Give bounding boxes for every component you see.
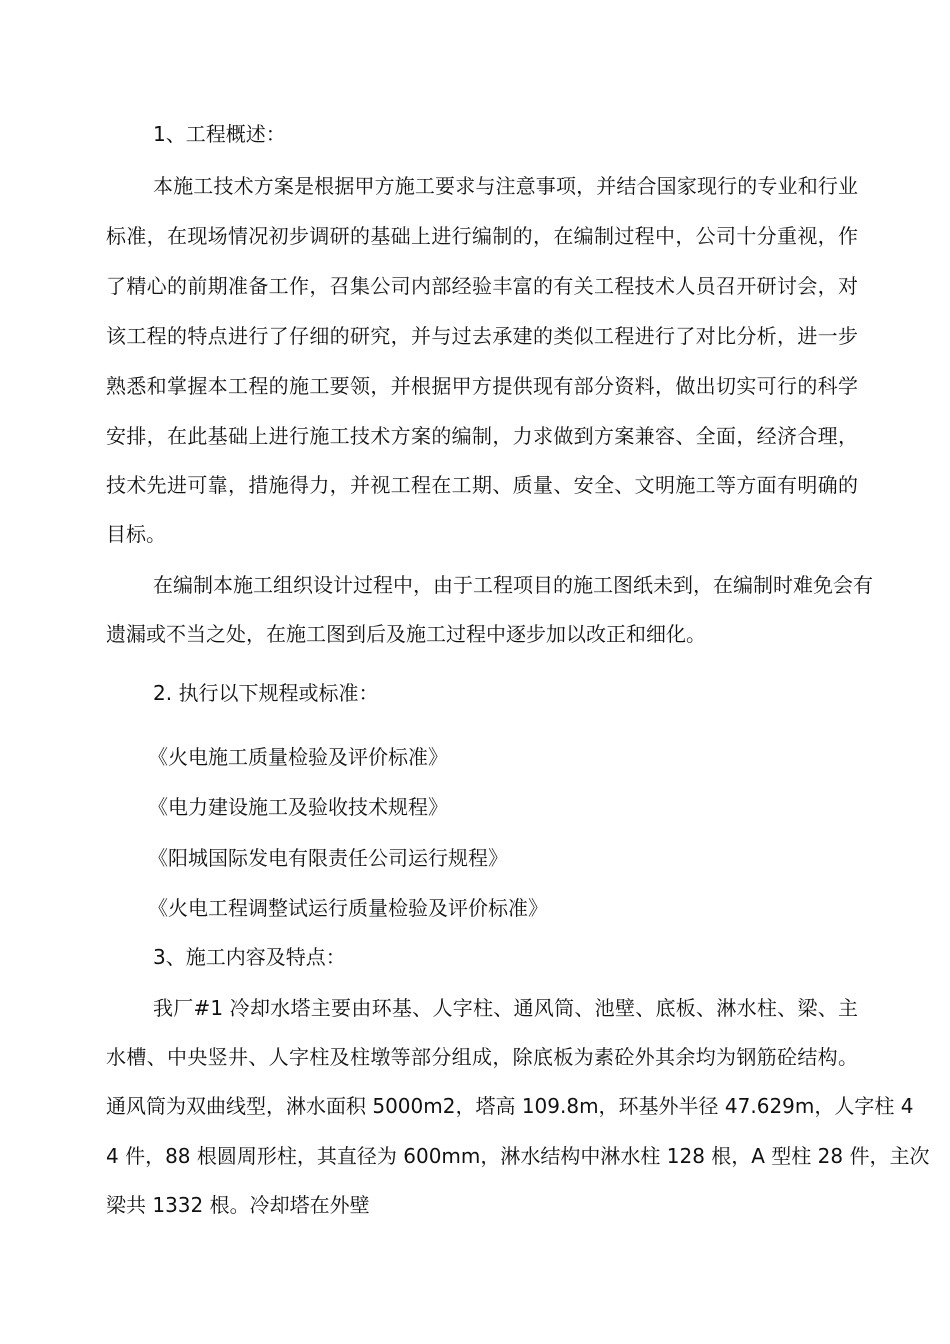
section-1-para-line-8: 目标。 [106,522,166,546]
section-1-para-line-7: 技术先进可靠，措施得力，并视工程在工期、质量、安全、文明施工等方面有明确的 [106,473,858,497]
section-1-para-line-4: 该工程的特点进行了仔细的研究，并与过去承建的类似工程进行了对比分析，进一步 [106,324,858,348]
section-3-para-line-3: 通风筒为双曲线型，淋水面积 5000m2，塔高 109.8m，环基外半径 47.629m，人字柱 4 [106,1094,914,1118]
standard-item-2: 《电力建设施工及验收技术规程》 [148,795,448,819]
section-3-para-line-5: 梁共 1332 根。冷却塔在外壁 [106,1193,370,1217]
section-3-para-line-1: 我厂#1 冷却水塔主要由环基、人字柱、通风筒、池壁、底板、淋水柱、梁、主 [153,996,858,1020]
section-1-para2-line-2: 遗漏或不当之处，在施工图到后及施工过程中逐步加以改正和细化。 [106,622,706,646]
standard-item-1: 《火电施工质量检验及评价标准》 [148,745,448,769]
section-1-para-line-1: 本施工技术方案是根据甲方施工要求与注意事项，并结合国家现行的专业和行业 [153,174,858,198]
standard-item-4: 《火电工程调整试运行质量检验及评价标准》 [148,896,548,920]
section-1-heading: 1、工程概述： [153,122,286,146]
section-1-para-line-3: 了精心的前期准备工作，召集公司内部经验丰富的有关工程技术人员召开研讨会，对 [106,274,858,298]
section-3-heading: 3、施工内容及特点： [153,945,346,969]
section-1-para-line-2: 标准，在现场情况初步调研的基础上进行编制的，在编制过程中，公司十分重视，作 [106,224,858,248]
section-2-heading: 2. 执行以下规程或标准： [153,681,379,705]
standard-item-3: 《阳城国际发电有限责任公司运行规程》 [148,846,508,870]
section-1-para2-line-1: 在编制本施工组织设计过程中，由于工程项目的施工图纸未到，在编制时难免会有 [153,573,873,597]
section-1-para-line-5: 熟悉和掌握本工程的施工要领，并根据甲方提供现有部分资料，做出切实可行的科学 [106,374,858,398]
section-3-para-line-4: 4 件，88 根圆周形柱，其直径为 600mm，淋水结构中淋水柱 128 根，A 型柱 28 件，主次 [106,1144,930,1168]
section-3-para-line-2: 水槽、中央竖井、人字柱及柱墩等部分组成，除底板为素砼外其余均为钢筋砼结构。 [106,1045,858,1069]
section-1-para-line-6: 安排，在此基础上进行施工技术方案的编制，力求做到方案兼容、全面，经济合理， [106,424,858,448]
